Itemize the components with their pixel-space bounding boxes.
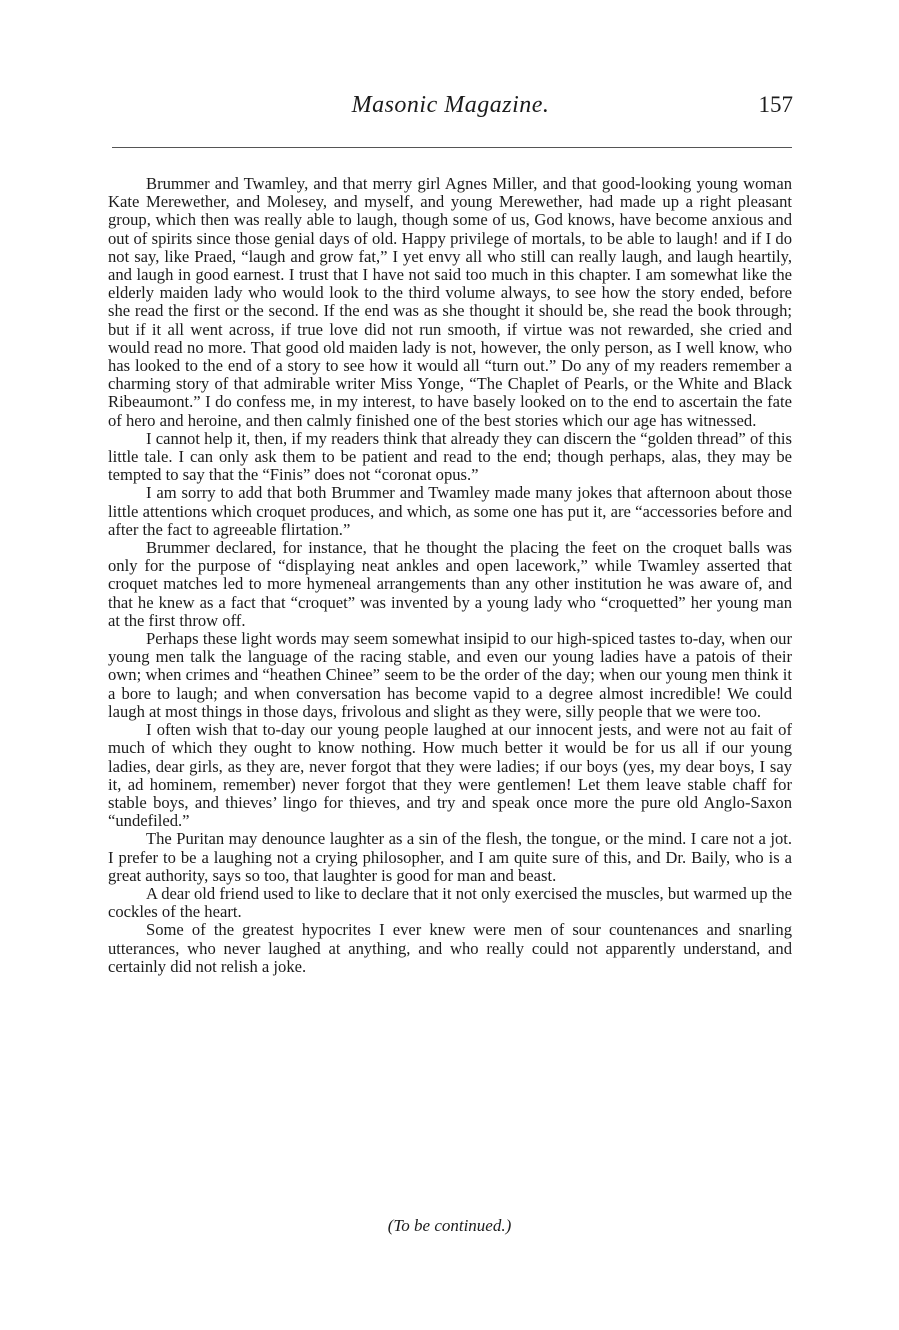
continued-note	[0, 1216, 899, 1236]
running-head	[108, 88, 793, 128]
continued-text: (To be continued.)	[387, 1216, 512, 1235]
journal-title: Masonic Magazine.	[351, 92, 550, 118]
page-number: 157	[758, 92, 793, 117]
paragraph: I often wish that to-day our young people laughed at our innocent jests, and were not au fait of much of which they ought to know nothing. How much better it would be for us all if our young ladies, dear girls, as they are, never forgot that they were ladies; if our boys (yes, my dear boys, I say it, ad hominem, remember) never forgot that they were gentlemen! Let them leave stable chaff for stable boys, and thieves’ lingo for thieves, and try and speak once more the pure old Anglo-Saxon “undefiled.”	[108, 720, 792, 831]
article-body	[108, 175, 792, 976]
paragraph: Brummer and Twamley, and that merry girl Agnes Miller, and that good-looking young woman Kate Merewether, and Molesey, and myself, and young Merewether, had made up a right pleasant group, which then was really able to laugh, though some of us, God knows, have become anxious and out of spirits since those genial days of old. Happy privilege of mortals, to be able to laugh! and if I do not say, like Praed, “laugh and grow fat,” I yet envy all who still can really laugh, and laugh heartily, and laugh in good earnest. I trust that I have not said too much in this chapter. I am somewhat like the elderly maiden lady who would look to the third volume always, to see how the story ended, before she read the first or the second. If the end was as she thought it should be, she read the book through; but if it all went across, if true love did not run smooth, if virtue was not rewarded, she cried and would read no more. That good old maiden lady is not, however, the only person, as I well know, who has looked to the end of a story to see how it would all “turn out.” Do any of my readers remember a charming story of that admirable writer Miss Yonge, “The Chaplet of Pearls, or the White and Black Ribeaumont.” I do confess me, in my interest, to have basely looked on to the end to ascertain the fate of hero and heroine, and then calmly finished one of the best stories which our age has witnessed.	[108, 174, 792, 430]
paragraph: A dear old friend used to like to declare that it not only exercised the muscles, but warmed up the cockles of the heart.	[108, 883, 792, 922]
paragraph: Brummer declared, for instance, that he thought the placing the feet on the croquet balls was only for the purpose of “displaying neat ankles and open lacework,” while Twamley asserted that croquet matches led to more hymeneal arrangements than any other institution he was aware of, and that he knew as a fact that “croquet” was invented by a young lady who “croquetted” her young man at the first throw off.	[108, 538, 792, 630]
paragraph: I cannot help it, then, if my readers think that already they can discern the “golden thread” of this little tale. I can only ask them to be patient and read to the end; though perhaps, alas, they may be tempted to say that the “Finis” does not “coronat opus.”	[108, 428, 792, 485]
paragraph: The Puritan may denounce laughter as a sin of the flesh, the tongue, or the mind. I care not a jot. I prefer to be a laughing not a crying philosopher, and I am quite sure of this, and Dr. Baily, who is a great authority, says so too, that laughter is good for man and beast.	[108, 829, 792, 885]
header-rule	[112, 147, 792, 148]
paragraph: I am sorry to add that both Brummer and Twamley made many jokes that afternoon about those little attentions which croquet produces, and which, as some one has put it, are “accessories before and after the fact to agreeable flirtation.”	[108, 483, 792, 539]
paragraph: Perhaps these light words may seem somewhat insipid to our high-spiced tastes to-day, when our young men talk the language of the racing stable, and even our young ladies have a patois of their own; when crimes and “heathen Chinee” seem to be the order of the day; when our young men think it a bore to laugh; and when conversation has become vapid to a degree almost incredible! We could laugh at most things in those days, frivolous and slight as they were, silly people that we were too.	[108, 629, 792, 721]
paragraph: Some of the greatest hypocrites I ever knew were men of sour countenances and snarling utterances, who never laughed at anything, and who really could not apparently understand, and certainly did not relish a joke.	[108, 920, 792, 976]
